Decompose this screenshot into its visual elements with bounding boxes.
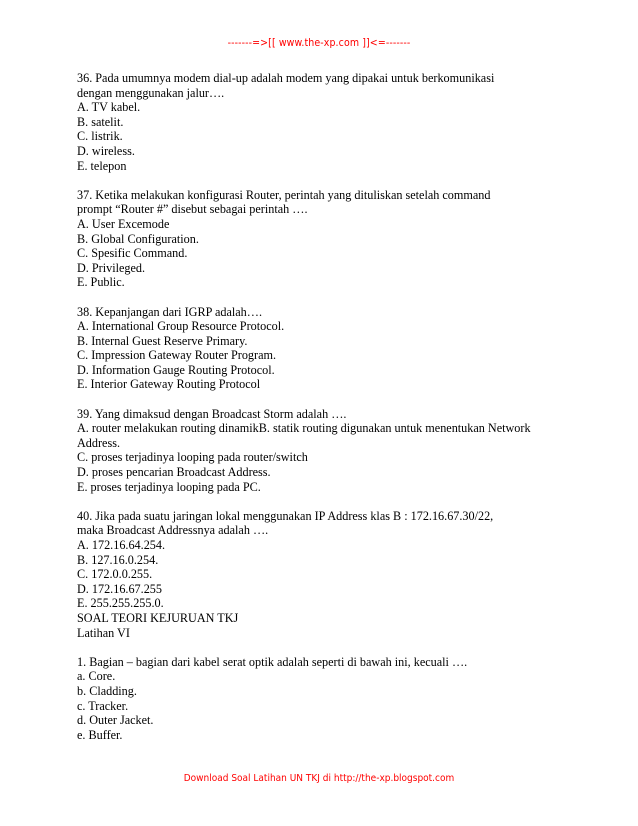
answer-option: d. Outer Jacket. (77, 713, 154, 728)
answer-option: Address. (77, 435, 120, 450)
footer-download-link[interactable]: Download Soal Latihan UN TKJ di http://the-xp.blogspot.com (183, 773, 455, 784)
answer-option: A. router melakukan routing dinamikB. statik routing digunakan untuk menentukan Network (77, 421, 531, 436)
question-text: prompt “Router #” disebut sebagai perintah …. (77, 202, 308, 217)
answer-option: E. proses terjadinya looping pada PC. (77, 479, 261, 494)
answer-option: A. International Group Resource Protocol. (77, 319, 285, 334)
header-site-link[interactable]: -------=>[[ www.the-xp.com ]]<=------- (227, 37, 411, 49)
answer-option: C. listrik. (77, 129, 123, 144)
question-1 (77, 655, 567, 743)
question-text: 40. Jika pada suatu jaringan lokal menggunakan IP Address klas B : 172.16.67.30/22, (77, 508, 494, 523)
answer-option: B. Global Configuration. (77, 231, 199, 246)
question-40 (77, 509, 567, 611)
answer-option: D. 172.16.67.255 (77, 581, 162, 596)
question-text: 37. Ketika melakukan konfigurasi Router, perintah yang dituliskan setelah command (77, 187, 491, 202)
paragraph-gap (77, 494, 567, 509)
question-36 (77, 71, 567, 173)
question-text: dengan menggunakan jalur…. (77, 85, 225, 100)
question-38 (77, 305, 567, 393)
paragraph-gap (77, 392, 567, 407)
answer-option: B. satelit. (77, 114, 124, 129)
answer-option: A. 172.16.64.254. (77, 538, 166, 552)
question-text: 36. Pada umumnya modem dial-up adalah modem yang dipakai untuk berkomunikasi (77, 71, 495, 85)
paragraph-gap (77, 640, 567, 655)
document-body (77, 71, 567, 742)
answer-option: C. Spesific Command. (77, 246, 188, 261)
question-text: 39. Yang dimaksud dengan Broadcast Storm adalah …. (77, 406, 347, 421)
question-39 (77, 407, 567, 495)
answer-option: E. 255.255.255.0. (77, 596, 164, 611)
answer-option: c. Tracker. (77, 698, 129, 713)
answer-option: A. TV kabel. (77, 100, 141, 115)
question-text: 38. Kepanjangan dari IGRP adalah…. (77, 304, 263, 319)
answer-option: b. Cladding. (77, 683, 137, 698)
answer-option: C. proses terjadinya looping pada router/switch (77, 450, 308, 465)
answer-option: B. Internal Guest Reserve Primary. (77, 333, 248, 348)
question-37 (77, 188, 567, 290)
answer-option: E. Public. (77, 275, 125, 290)
answer-option: A. User Excemode (77, 216, 170, 231)
answer-option: B. 127.16.0.254. (77, 552, 159, 567)
paragraph-gap (77, 290, 567, 305)
answer-option: D. Privileged. (77, 260, 146, 275)
section-title: SOAL TEORI KEJURUAN TKJ (77, 610, 239, 625)
section-subtitle: Latihan VI (77, 625, 130, 640)
answer-option: a. Core. (77, 669, 116, 684)
answer-option: E. telepon (77, 158, 127, 173)
answer-option: e. Buffer. (77, 727, 123, 742)
question-text: maka Broadcast Addressnya adalah …. (77, 523, 269, 538)
answer-option: C. Impression Gateway Router Program. (77, 348, 277, 363)
answer-option: D. wireless. (77, 143, 135, 158)
paragraph-gap (77, 173, 567, 188)
answer-option: E. Interior Gateway Routing Protocol (77, 377, 261, 392)
question-text: 1. Bagian – bagian dari kabel serat optik adalah seperti di bawah ini, kecuali …. (77, 654, 468, 669)
answer-option: D. proses pencarian Broadcast Address. (77, 465, 271, 480)
answer-option: C. 172.0.0.255. (77, 567, 153, 582)
answer-option: D. Information Gauge Routing Protocol. (77, 362, 275, 377)
